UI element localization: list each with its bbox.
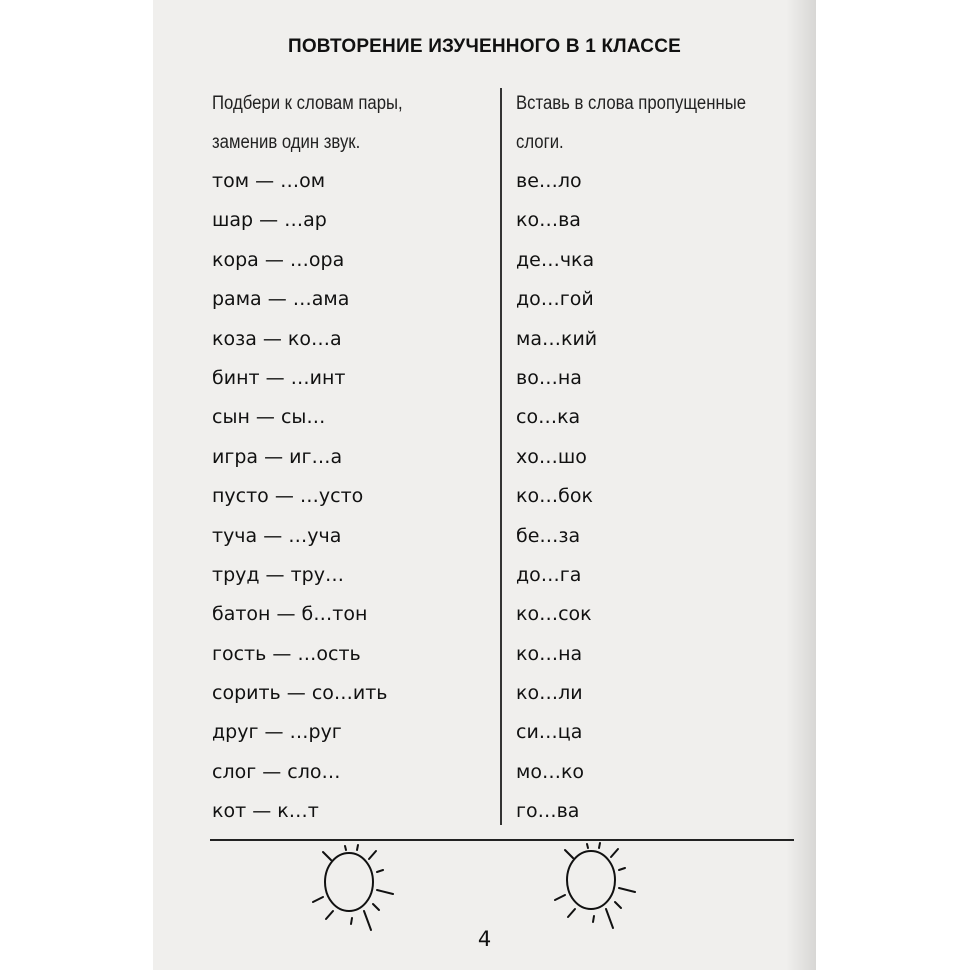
list-item: бинт — …инт: [212, 366, 346, 389]
list-item: слог — сло…: [212, 760, 341, 783]
list-item: до…га: [516, 563, 582, 586]
list-item: кора — …ора: [212, 248, 345, 271]
list-item: го…ва: [516, 800, 580, 823]
workbook-page: [153, 0, 816, 970]
right-instruction-line2: слоги.: [516, 132, 564, 153]
list-item: коза — ко…а: [212, 327, 342, 350]
column-divider: [500, 88, 502, 825]
list-item: ко…ва: [516, 209, 581, 232]
list-item: мо…ко: [516, 760, 585, 783]
right-instruction-line1: Вставь в слова пропущенные: [516, 93, 747, 114]
list-item: сын — сы…: [212, 406, 326, 429]
sun-icon: [535, 840, 655, 930]
list-item: ко…сок: [516, 603, 592, 626]
list-item: том — …ом: [212, 170, 326, 192]
page-title: ПОВТОРЕНИЕ ИЗУЧЕННОГО В 1 КЛАССЕ: [287, 36, 682, 57]
list-item: во…на: [516, 366, 582, 389]
list-item: пусто — …усто: [212, 485, 364, 508]
list-item: рама — …ама: [212, 288, 350, 311]
list-item: игра — иг…а: [212, 445, 343, 468]
page-number: 4: [477, 927, 492, 951]
list-item: хо…шо: [516, 445, 587, 468]
list-item: ма…кий: [516, 327, 598, 350]
list-item: шар — …ар: [212, 209, 327, 232]
horizontal-rule: [210, 839, 794, 841]
list-item: де…чка: [516, 248, 595, 271]
list-item: гость — …ость: [212, 642, 361, 665]
list-item: до…гой: [516, 288, 594, 311]
left-instruction-line1: Подбери к словам пары,: [212, 93, 403, 114]
sun-icon: [293, 842, 413, 932]
list-item: со…ка: [516, 406, 581, 429]
list-item: кот — к…т: [212, 800, 319, 823]
list-item: ко…бок: [516, 485, 593, 508]
list-item: труд — тру…: [212, 563, 344, 586]
left-column: [212, 84, 492, 832]
list-item: батон — б…тон: [212, 603, 368, 626]
list-item: си…ца: [516, 721, 583, 744]
list-item: друг — …руг: [212, 721, 342, 744]
left-instruction-line2: заменив один звук.: [212, 132, 361, 153]
right-column: [516, 84, 806, 832]
list-item: ко…на: [516, 642, 583, 665]
list-item: ко…ли: [516, 682, 583, 705]
list-item: туча — …уча: [212, 524, 342, 547]
list-item: ве…ло: [516, 170, 582, 192]
list-item: сорить — со…ить: [212, 682, 388, 705]
list-item: бе…за: [516, 524, 581, 547]
